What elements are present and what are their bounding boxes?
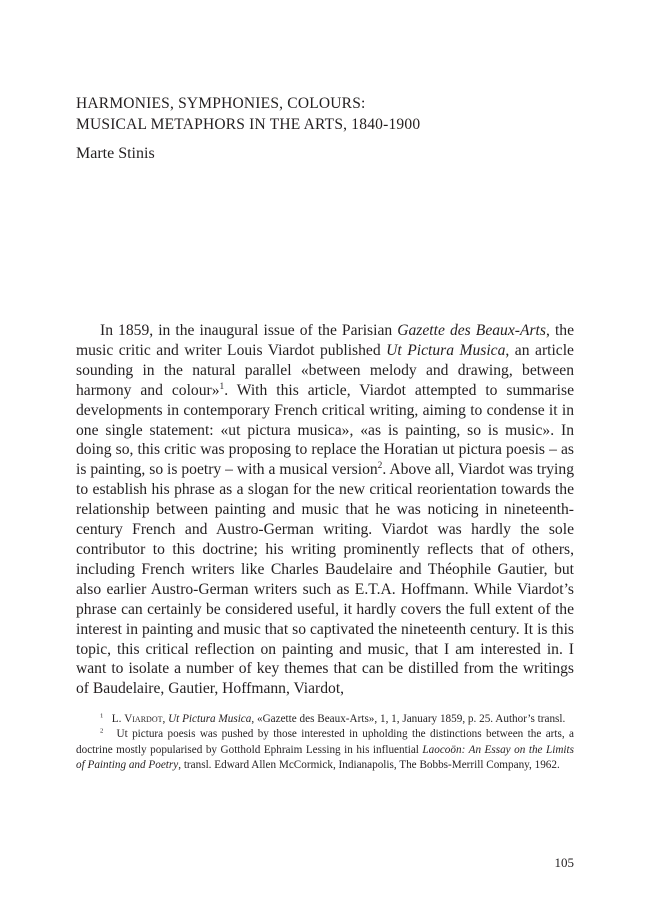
body-text-run: , an article sounding in the natural parallel «between melody and drawing, between harmony and colour»: [76, 341, 574, 399]
cited-title: Ut Pictura Musica: [168, 713, 252, 725]
article-title-line-1: HARMONIES, SYMPHONIES, COLOURS:: [76, 95, 366, 112]
footnote-reference-2[interactable]: 2: [377, 461, 383, 472]
cited-author: Viardot: [124, 713, 163, 725]
body-text-run: In 1859, in the inaugural issue of the Parisian: [100, 322, 398, 339]
footnote-number-2: 2: [100, 727, 104, 735]
body-paragraph: [76, 321, 574, 699]
article-title-reference: Ut Pictura Musica: [386, 341, 506, 359]
cited-title: Laocoön: An Essay on the Limits of Painting and Poetry: [76, 743, 575, 772]
footnote-text: , transl. Edward Allen McCormick, Indianapolis, The Bobbs-Merrill Company, 1962.: [178, 759, 560, 772]
footnote-text: Ut pictura poesis was pushed by those interested in upholding the distinctions between the arts, a doctrine mostly popularised by Gotthold Ephraim Lessing in his influential: [76, 728, 574, 756]
footnote-reference-1[interactable]: 1: [219, 381, 225, 392]
footnote-2: [76, 727, 574, 773]
body-text-run: . Above all, Viardot was trying to establish his phrase as a slogan for the new critical reorientation towards the relationship between painting and music that he was noticing in nineteenth-century French and Austro-German writing. Viardot was hardly the sole contributor to this doctrine; his writing prominently reflects that of others, including French writers like Charles Baudelaire and Théophile Gautier, but also earlier Austro-German writers such as E.T.A. Hoffmann. While Viardot’s phrase can certainly be considered useful, it hardly covers the full extent of the interest in painting and music that so captivated the nineteenth century. It is this topic, this critical reflection on painting and music, that I am interested in. I want to isolate a number of key themes that can be distilled from the writings of Baudelaire, Gautier, Hoffmann, Viardot,: [76, 461, 574, 698]
article-title: [76, 93, 576, 135]
body-text-run: . With this article, Viardot attempted to summarise developments in contemporary French critical writing, aiming to condense it in one single statement: «ut pictura musica», «as is painting, so is music». In doing so, this critic was proposing to replace the Horatian ut pictura poesis – as is painting, so is poetry – with a musical version: [76, 381, 574, 479]
page-number: 105: [554, 855, 574, 870]
footnote-number-1: 1: [100, 712, 104, 720]
footnote-text: L.: [111, 713, 125, 725]
footnote-1: [76, 712, 574, 727]
article-title-line-2: MUSICAL METAPHORS IN THE ARTS, 1840-1900: [76, 116, 421, 133]
footnote-text: ,: [162, 713, 169, 725]
footnotes: [76, 712, 574, 774]
footnote-text: , «Gazette des Beaux-Arts», 1, 1, January 1859, p. 25. Author’s transl.: [251, 713, 566, 725]
journal-title: Gazette des Beaux-Arts: [397, 322, 546, 339]
body-text-run: , the music critic and writer Louis Viardot published: [76, 322, 574, 359]
author-name: Marte Stinis: [76, 145, 155, 162]
